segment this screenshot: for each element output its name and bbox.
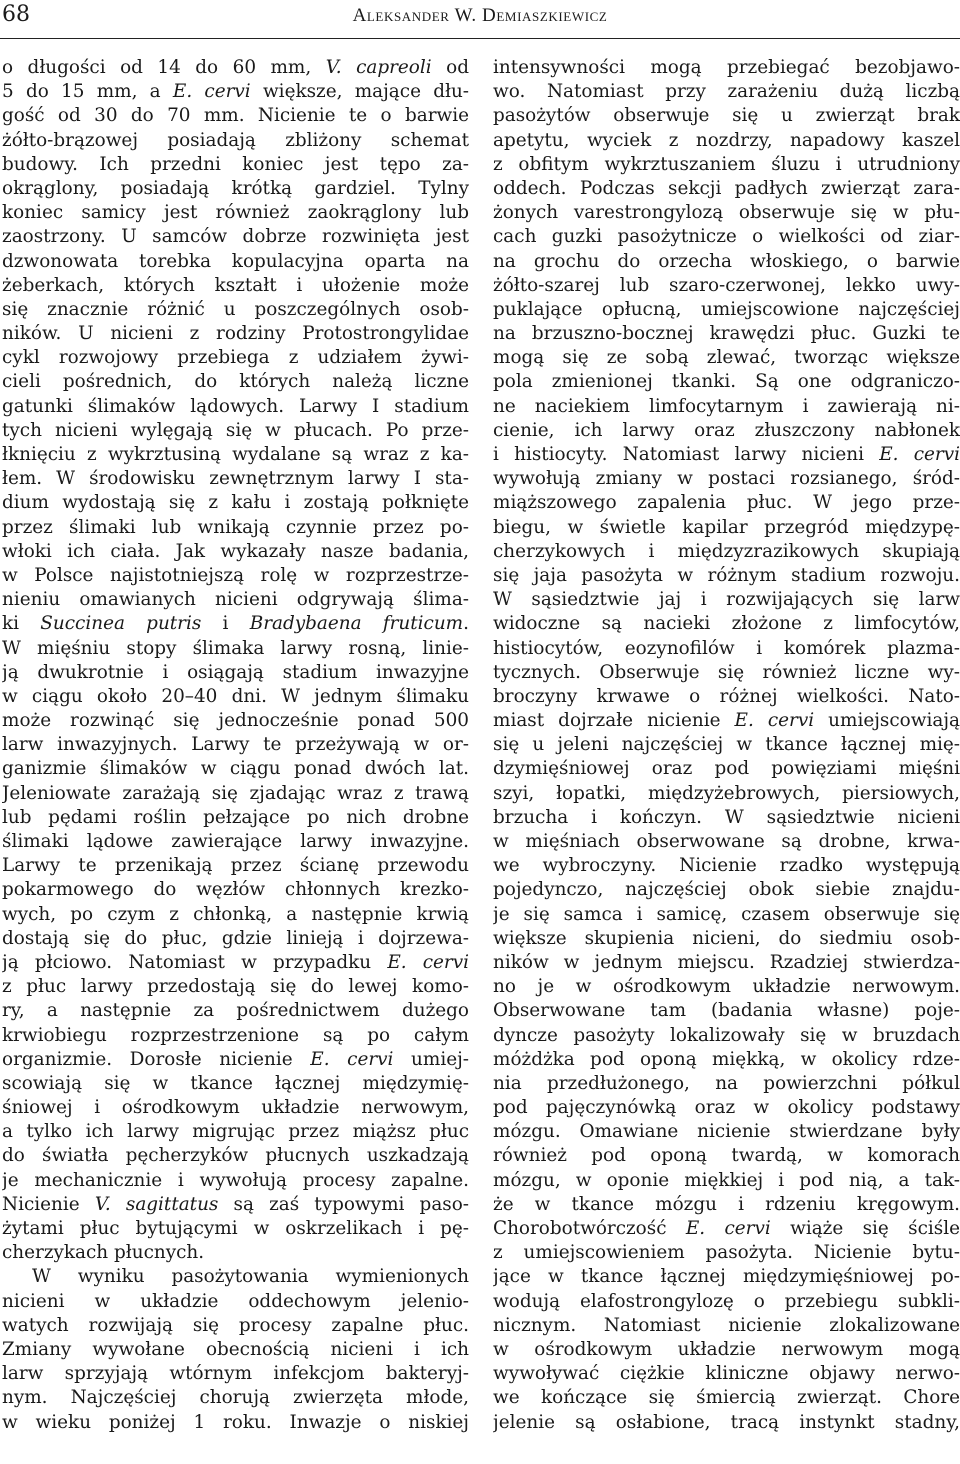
text-line — [493, 56, 960, 80]
text-run: pasożytów obserwuje się u zwierząt brak — [493, 105, 960, 127]
text-line — [2, 129, 469, 153]
text-line — [493, 878, 960, 902]
text-line — [493, 346, 960, 370]
text-run: watych rozwijają się procesy zapalne płuc. — [2, 1314, 469, 1336]
text-run: Zmiany wywołane obecnością nicieni i ich — [2, 1338, 469, 1360]
text-run: budowy. Ich przedni koniec jest tępo za- — [2, 153, 469, 175]
text-run: . — [463, 613, 469, 635]
text-run: W mięśniu stopy ślimaka larwy rosną, linie- — [2, 637, 469, 659]
text-run: ganizmie ślimaków w ciągu ponad dwóch lat. — [2, 758, 469, 780]
text-line — [493, 370, 960, 394]
text-run: żonych varestrongylozą obserwuje się w płu- — [493, 202, 960, 224]
text-run: lub pędami roślin pełzające po nich drobne — [2, 806, 469, 828]
italic-term: E. cervi — [172, 81, 251, 103]
text-run: zaostrzony. U samców dobrze rozwinięta jest — [2, 226, 469, 248]
running-head-author: Aleksander W. Demiaszkiewicz — [352, 5, 608, 26]
text-line — [2, 927, 469, 951]
text-run: ślimaki lądowe zawierające larwy inwazyjne. — [2, 831, 469, 852]
text-run: dyncze pasożyty lokalizowały się w bruzdach — [493, 1024, 960, 1046]
text-run: włoki ich ciała. Jak wykazały nasze badania, — [2, 540, 469, 562]
text-run: organizmie. Dorosłe nicienie — [2, 1048, 311, 1070]
text-line — [2, 201, 469, 225]
text-run: w mięśniach obserwowane są drobne, krwa- — [493, 831, 960, 852]
text-line — [2, 1411, 469, 1435]
text-line — [493, 250, 960, 274]
text-line — [2, 1024, 469, 1048]
italic-term: E. cervi — [685, 1218, 771, 1239]
text-line — [493, 1072, 960, 1096]
text-line — [2, 56, 469, 80]
text-line — [2, 1386, 469, 1410]
text-run: cherzykach płucnych. — [2, 1242, 205, 1264]
text-run: większe skupienia nicieni, do siedmiu osob- — [493, 927, 960, 949]
text-run: nicieni w układzie oddechowym jelenio- — [2, 1290, 469, 1312]
text-run: apetytu, wyciek z nozdrzy, napadowy kaszel — [493, 129, 960, 151]
text-run: się u jeleni najczęściej w tkance łącznej mię- — [493, 734, 960, 756]
text-run: ne naciekiem limfocytarnym i zawierają ni- — [493, 395, 960, 417]
text-line — [493, 177, 960, 201]
text-run: we kończące się śmiercią zwierząt. Chore — [493, 1387, 960, 1409]
text-run: wych, po czym z chłonką, a następnie krwią — [2, 903, 469, 925]
text-run: w ośrodkowym układzie nerwowym mogą — [493, 1338, 960, 1360]
right-text-column — [493, 56, 960, 1435]
text-line — [2, 1072, 469, 1096]
text-run: na brzuszno-bocznej krawędzi płuc. Guzki te — [493, 323, 960, 345]
text-line — [2, 564, 469, 588]
text-run: larw inwazyjnych. Larwy te przeżywają w or- — [2, 734, 469, 756]
text-run: żeberkach, których kształt i ułożenie może — [2, 274, 469, 296]
italic-term: E. cervi — [879, 444, 960, 465]
text-line — [493, 927, 960, 951]
text-run: Jeleniowate zarażają się zjadając wraz z trawą — [2, 782, 469, 804]
text-line — [2, 612, 469, 636]
text-run: je mechanicznie i wywołują procesy zapalne. — [2, 1169, 469, 1191]
text-line — [493, 564, 960, 588]
text-run: broczyny krwawe o różnej wielkości. Nato- — [493, 685, 960, 707]
text-run: pokarmowego do węzłów chłonnych krezko- — [2, 879, 469, 901]
text-run: dostają się do płuc, gdzie linieją i dojrzewa- — [2, 927, 469, 949]
text-run: biegu, w świetle kapilar przegród międzypę- — [493, 516, 960, 538]
text-run: że w tkance mózgu i rdzeniu kręgowym. — [493, 1193, 960, 1215]
text-run: ników. U nicieni z rodziny Protostrongylidae — [2, 323, 469, 345]
text-run: i histiocyty. Natomiast larwy nicieni — [493, 444, 880, 465]
text-run: śniowej i ośrodkowym układzie nerwowym, — [2, 1097, 469, 1119]
text-line — [2, 322, 469, 346]
text-run: do światła pęcherzyków płucnych uszkadzają — [2, 1145, 469, 1167]
text-run: oddech. Podczas sekcji padłych zwierząt zara- — [493, 177, 960, 199]
text-line — [493, 588, 960, 612]
text-run: ry, a następnie za pośrednictwem dużego — [2, 1000, 469, 1022]
text-run: cykl rozwojowy przebiega z udziałem żywi- — [2, 347, 469, 369]
text-line — [2, 999, 469, 1023]
text-run: nia przedłużonego, na powierzchni półkul — [493, 1072, 960, 1094]
text-line — [493, 854, 960, 878]
text-run: wywołują zmiany w postaci rozsianego, śród- — [493, 468, 960, 490]
text-line — [493, 395, 960, 419]
text-run: intensywności mogą przebiegać bezobjawo- — [493, 57, 960, 78]
text-run: umiej- — [393, 1048, 469, 1070]
text-line — [493, 1314, 960, 1338]
text-run: może rozwinąć się jednocześnie ponad 500 — [2, 710, 469, 732]
text-line — [2, 806, 469, 830]
text-run: łem. W środowisku zewnętrznym larwy I sta- — [2, 468, 469, 490]
text-run: okrąglony, posiadają krótką gardziel. Tylny — [2, 177, 469, 199]
text-line — [493, 225, 960, 249]
text-line — [493, 516, 960, 540]
italic-term: E. cervi — [310, 1048, 394, 1070]
text-line — [2, 830, 469, 854]
text-run: ją płciowo. Natomiast w przypadku — [2, 951, 388, 973]
text-line — [2, 1338, 469, 1362]
text-line — [493, 1048, 960, 1072]
text-line — [493, 1290, 960, 1314]
text-run: puklające opłucną, umiejscowione najczęściej — [493, 298, 960, 320]
text-line — [493, 782, 960, 806]
header-rule — [0, 38, 960, 39]
text-run: Nicienie — [2, 1193, 95, 1215]
text-run: z obfitym wykrztuszaniem śluzu i utrudniony — [493, 153, 960, 175]
text-line — [493, 612, 960, 636]
text-run: w wieku poniżej 1 roku. Inwazje o niskiej — [2, 1411, 469, 1433]
text-line — [493, 757, 960, 781]
text-line — [2, 903, 469, 927]
text-line — [493, 298, 960, 322]
text-run: koniec samicy jest również zaokrąglony lub — [2, 202, 469, 224]
text-run: brzucha i kończyn. W sąsiedztwie nicieni — [493, 806, 960, 828]
text-line — [2, 709, 469, 733]
text-line — [2, 225, 469, 249]
text-line — [493, 1265, 960, 1289]
text-line — [493, 1024, 960, 1048]
text-line — [493, 80, 960, 104]
text-line — [2, 1314, 469, 1338]
text-line — [2, 491, 469, 515]
text-line — [2, 80, 469, 104]
text-run: cherzykowych i międzyzrazikowych skupiają — [493, 540, 960, 562]
text-run: gatunki ślimaków lądowych. Larwy I stadium — [2, 395, 469, 417]
text-line — [493, 709, 960, 733]
text-run: miąższowego zapalenia płuc. W jego prze- — [493, 492, 960, 514]
text-line — [493, 1411, 960, 1435]
text-line — [493, 443, 960, 467]
text-line — [2, 1217, 469, 1241]
text-run: łknięciu z wykrztusiną wydalane są wraz z ka- — [2, 444, 469, 465]
text-run: dium wydostają się z kału i zostają połknięte — [2, 492, 469, 514]
text-run: z płuc larwy przedostają się do lewej komo- — [2, 976, 469, 998]
text-line — [493, 129, 960, 153]
text-line — [2, 370, 469, 394]
italic-term: E. cervi — [387, 951, 469, 973]
text-line — [493, 1386, 960, 1410]
text-line — [493, 999, 960, 1023]
text-line — [2, 975, 469, 999]
italic-term: V. capreoli — [325, 57, 432, 78]
text-run: widoczne są nacieki złożone z limfocytów, — [493, 613, 960, 635]
text-run: dzwonowata torebka kopulacyjna oparta na — [2, 250, 469, 272]
text-line — [493, 1144, 960, 1168]
text-line — [2, 854, 469, 878]
text-run: w ciągu około 20–40 dni. W jednym ślimaku — [2, 685, 469, 707]
text-run: pojedynczo, najczęściej obok siebie znajdu- — [493, 879, 960, 901]
text-run: się jaja pasożyta w różnym stadium rozwoju. — [493, 564, 960, 586]
text-run: dzymięśniowej oraz pod powięziami mięśni — [493, 758, 960, 780]
italic-term: V. sagittatus — [94, 1193, 219, 1215]
text-line — [2, 1120, 469, 1144]
text-line — [2, 1265, 469, 1289]
text-run: no je w ośrodkowym układzie nerwowym. — [493, 976, 960, 998]
text-run: we wybroczyny. Nicienie rzadko występują — [493, 855, 960, 877]
page-number: 68 — [2, 2, 30, 27]
text-run: W wyniku pasożytowania wymienionych — [32, 1266, 469, 1288]
text-run: cach guzki pasożytnicze o wielkości od ziar- — [493, 226, 960, 248]
text-line — [2, 733, 469, 757]
text-run: scowiają się w tkance łącznej międzymię- — [2, 1072, 469, 1094]
text-line — [2, 878, 469, 902]
text-run: ników w jednym miejscu. Rzadziej stwierdza- — [493, 951, 960, 973]
text-line — [493, 903, 960, 927]
text-line — [493, 491, 960, 515]
text-run: W sąsiedztwie jaj i rozwijających się larw — [493, 589, 960, 611]
text-line — [2, 1290, 469, 1314]
text-line — [2, 1048, 469, 1072]
text-run: nicznym. Natomiast nicienie zlokalizowane — [493, 1314, 960, 1336]
text-run: 5 do 15 mm, a — [2, 81, 173, 103]
text-line — [2, 540, 469, 564]
text-line — [2, 1362, 469, 1386]
text-run: jące w tkance łącznej międzymięśniowej po- — [493, 1266, 960, 1288]
text-line — [493, 104, 960, 128]
text-run: nieniu omawianych nicieni odgrywają ślima- — [2, 589, 469, 611]
text-run: jelenie są osłabione, tracą instynkt stadny, — [493, 1411, 960, 1433]
text-run: miast dojrzałe nicienie — [493, 710, 735, 732]
text-line — [493, 1338, 960, 1362]
text-run: na grochu do orzecha włoskiego, o barwie — [493, 250, 960, 272]
text-line — [2, 419, 469, 443]
text-run: cienie, ich larwy oraz złuszczony nabłonek — [493, 419, 960, 441]
text-line — [493, 951, 960, 975]
text-run: cieli pośrednich, do których należą liczne — [2, 371, 469, 393]
text-run: większe, mające dłu- — [250, 81, 469, 103]
text-run: z umiejscowieniem pasożyta. Nicienie bytu- — [493, 1242, 960, 1264]
text-run: tycznych. Obserwuje się również liczne wy- — [493, 661, 960, 683]
text-run: wywoływać ciężkie kliniczne objawy nerwo- — [493, 1363, 960, 1385]
text-line — [2, 516, 469, 540]
text-line — [493, 467, 960, 491]
text-run: krwiobiegu rozprzestrzenione są po całym — [2, 1024, 469, 1046]
text-line — [493, 1241, 960, 1265]
text-run: żółto-brązowej posiadają zbliżony schemat — [2, 129, 469, 151]
text-run: Chorobotwórczość — [493, 1218, 686, 1239]
text-line — [2, 1096, 469, 1120]
italic-term: E. cervi — [734, 710, 815, 732]
text-run: wodują elafostrongylozę o przebiegu subkli- — [493, 1290, 960, 1312]
text-run: w Polsce najistotniejszą rolę w rozprzestrze- — [2, 564, 469, 586]
text-run: od — [431, 57, 469, 78]
italic-term: Bradybaena fruticum — [249, 613, 464, 635]
text-line — [493, 1217, 960, 1241]
text-line — [2, 346, 469, 370]
text-run: również pod oponą twardą, w komorach — [493, 1145, 960, 1167]
text-run: wo. Natomiast przy zarażeniu dużą liczbą — [493, 81, 960, 103]
text-line — [2, 782, 469, 806]
text-line — [493, 1096, 960, 1120]
text-line — [2, 1193, 469, 1217]
text-run: wiąże się ściśle — [770, 1218, 960, 1239]
text-line — [2, 1241, 469, 1265]
text-run: gość od 30 do 70 mm. Nicienie te o barwie — [2, 105, 469, 127]
text-run: ją dwukrotnie i osiągają stadium inwazyjne — [2, 661, 469, 683]
text-line — [493, 637, 960, 661]
text-run: pod pajęczynówką oraz w okolicy podstawy — [493, 1097, 960, 1119]
text-line — [2, 250, 469, 274]
text-line — [2, 298, 469, 322]
text-line — [2, 757, 469, 781]
text-line — [2, 274, 469, 298]
text-line — [2, 1169, 469, 1193]
text-run: ki — [2, 613, 41, 635]
text-run: tych nicieni wylęgają się w płucach. Po prze- — [2, 419, 469, 441]
text-run: żytami płuc bytującymi w oskrzelikach i pę- — [2, 1218, 469, 1239]
text-run: umiejscowiają — [814, 710, 960, 732]
text-run: mózgu, w oponie miękkiej i pod nią, a tak- — [493, 1169, 960, 1191]
text-line — [493, 685, 960, 709]
text-run: żółto-szarej lub szaro-czerwonej, lekko uwy- — [493, 274, 960, 296]
text-run: są zaś typowymi paso- — [218, 1193, 469, 1215]
text-line — [493, 733, 960, 757]
text-run: się znacznie różnić u poszczególnych osob- — [2, 298, 469, 320]
text-line — [2, 467, 469, 491]
text-run: pola zmienionej tkanki. Są one odgraniczo- — [493, 371, 960, 393]
page-header — [0, 0, 960, 40]
text-run: larw sprzyjają wtórnym infekcjom bakteryj- — [2, 1363, 469, 1385]
italic-term: Succinea putris — [40, 613, 202, 635]
text-line — [493, 806, 960, 830]
text-line — [493, 419, 960, 443]
text-run: mogą się ze sobą zlewać, tworząc większe — [493, 347, 960, 369]
text-line — [2, 1144, 469, 1168]
text-line — [2, 104, 469, 128]
text-line — [2, 685, 469, 709]
text-run: mózgu. Omawiane nicienie stwierdzane były — [493, 1121, 960, 1143]
text-line — [493, 1169, 960, 1193]
text-run: przez ślimaki lub wnikają czynnie przez po- — [2, 516, 469, 538]
text-line — [493, 975, 960, 999]
text-line — [493, 201, 960, 225]
text-line — [493, 540, 960, 564]
text-line — [493, 1193, 960, 1217]
text-line — [2, 177, 469, 201]
text-run: histiocytów, eozynofilów i komórek plazma- — [493, 637, 960, 659]
text-line — [493, 1120, 960, 1144]
text-line — [493, 830, 960, 854]
text-line — [493, 153, 960, 177]
text-line — [2, 395, 469, 419]
text-run: Obserwowane tam (badania własne) poje- — [493, 1000, 960, 1022]
text-run: nym. Najczęściej chorują zwierzęta młode, — [2, 1387, 469, 1409]
text-line — [2, 637, 469, 661]
text-line — [2, 153, 469, 177]
text-line — [493, 661, 960, 685]
text-line — [2, 588, 469, 612]
text-line — [493, 322, 960, 346]
text-run: Larwy te przenikają przez ścianę przewodu — [2, 855, 469, 877]
text-line — [493, 1362, 960, 1386]
text-line — [493, 274, 960, 298]
text-run: je się samca i samicę, czasem obserwuje się — [493, 903, 960, 925]
text-run: o długości od 14 do 60 mm, — [2, 57, 326, 78]
text-run: móżdżka pod oponą miękką, w okolicy rdze- — [493, 1048, 960, 1070]
text-line — [2, 661, 469, 685]
text-line — [2, 951, 469, 975]
text-run: szyi, łopatki, międzyżebrowych, piersiowych, — [493, 782, 960, 804]
left-text-column — [2, 56, 469, 1435]
text-line — [2, 443, 469, 467]
text-run: i — [201, 613, 250, 635]
text-run: a tylko ich larwy migrując przez miąższ płuc — [2, 1121, 469, 1143]
